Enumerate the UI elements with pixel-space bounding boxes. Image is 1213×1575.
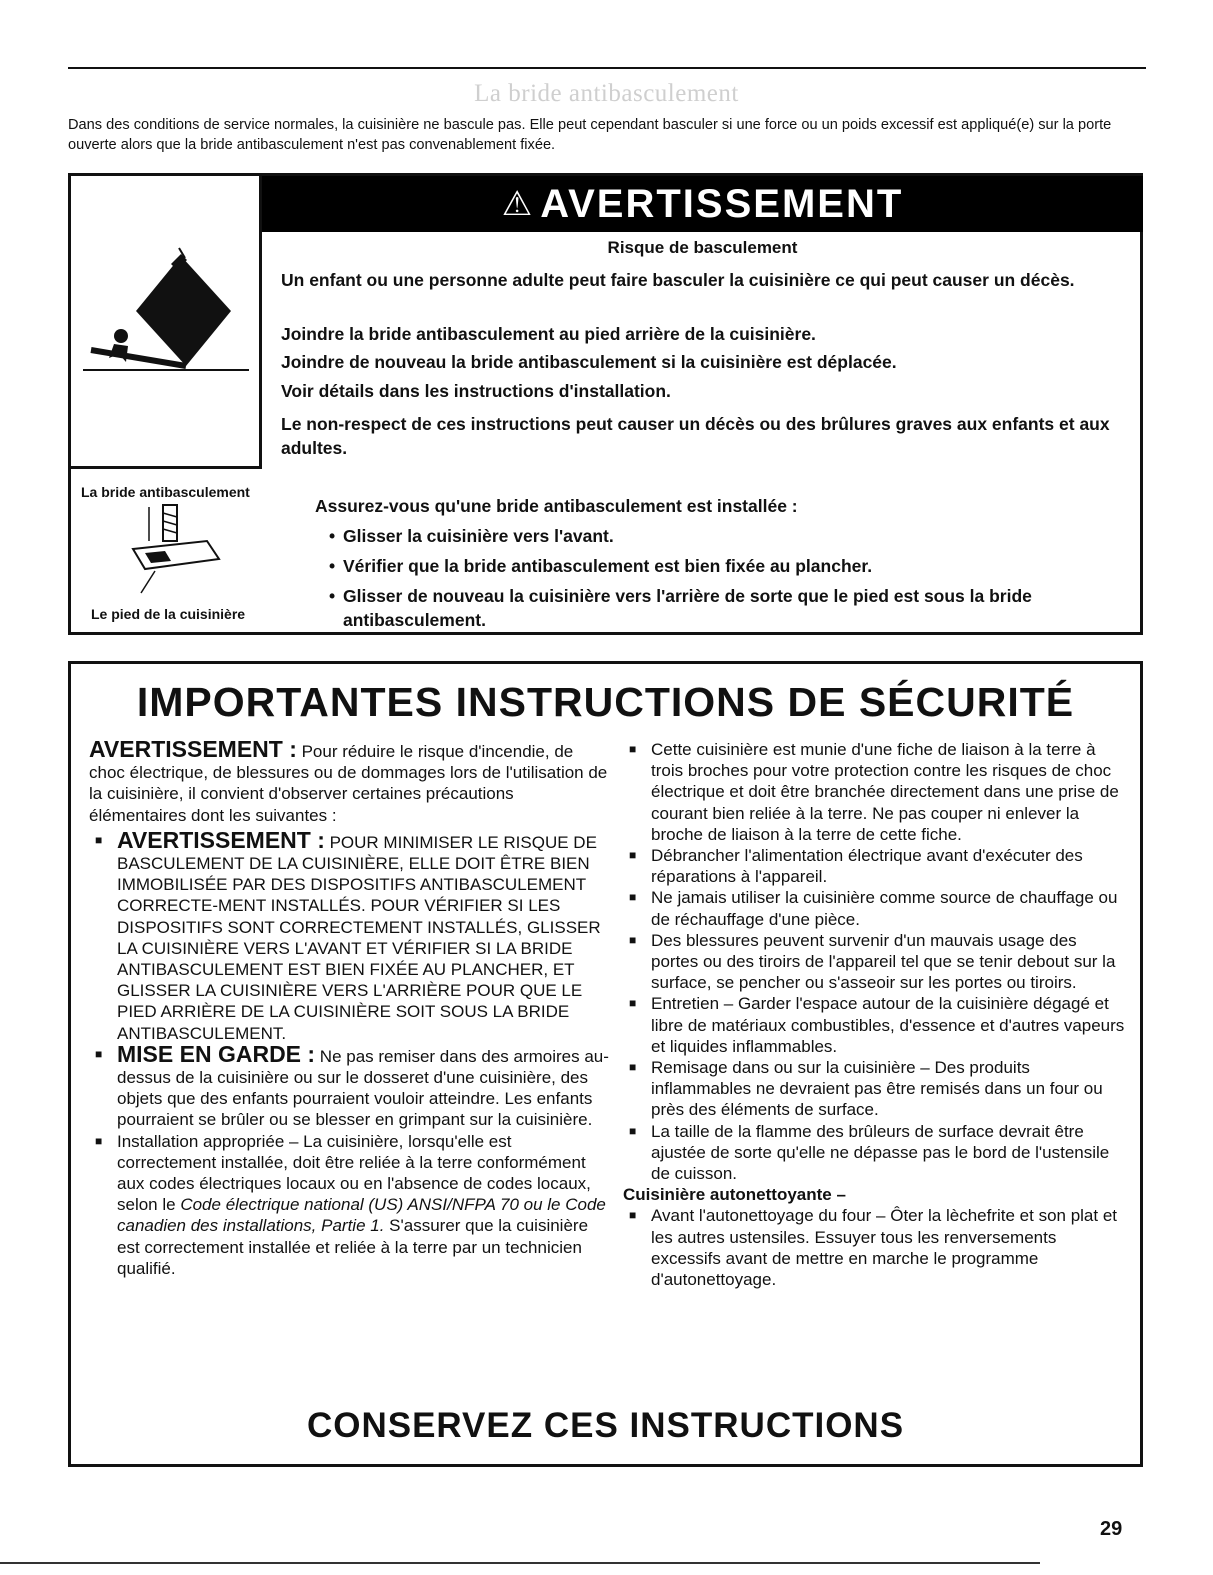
list-item: ■ Des blessures peuvent survenir d'un mauvais usage des portes ou des tiroirs de l'appareil tel que se tenir debout sur la surface, se pencher ou s'asseoir sur les portes ou tiroirs. (623, 930, 1128, 994)
bottom-rule (0, 1562, 1040, 1564)
bracket-illustration (111, 501, 231, 601)
tipping-range-illustration (81, 236, 251, 376)
list-item: • Glisser de nouveau la cuisinière vers l'arrière de sorte que le pied est sous la bride antibasculement. (329, 584, 1119, 632)
warning-line: Joindre la bride antibasculement au pied arrière de la cuisinière. (281, 324, 816, 344)
divider (71, 466, 262, 469)
list-item: ■ La taille de la flamme des brûleurs de surface devrait être ajustée de sorte qu'elle ne dépasse pas le bord de l'ustensile de cuisson. (623, 1121, 1128, 1185)
warning-line: Un enfant ou une personne adulte peut faire basculer la cuisinière ce qui peut causer un décès. (281, 270, 1075, 290)
intro-warning-head: AVERTISSEMENT : (89, 736, 297, 762)
bracket-label: La bride antibasculement (81, 484, 250, 500)
safety-title: IMPORTANTES INSTRUCTIONS DE SÉCURITÉ (136, 679, 1075, 725)
self-clean-heading: Cuisinière autonettoyante – (623, 1185, 846, 1205)
intro-warning-text: Pour réduire le risque d'incendie, de choc électrique, de blessures ou de dommages lors de l'utilisation de la cuisinière, il convient d'observer certaines précautions élémentaires dont les suivantes : (89, 742, 608, 825)
intro-paragraph: Dans des conditions de service normales, la cuisinière ne bascule pas. Elle peut cependant basculer si une force ou un poids excessif est appliqué(e) sur la porte ouverte alors que la bride antibasculement n'est pas convenablement fixée. (68, 117, 1112, 153)
ensure-list (329, 524, 1119, 638)
warning-banner-text: AVERTISSEMENT (540, 182, 904, 226)
conserve-heading: CONSERVEZ CES INSTRUCTIONS (306, 1406, 905, 1445)
list-item: ■ Débrancher l'alimentation électrique avant d'exécuter des réparations à l'appareil. (623, 845, 1128, 887)
bullet-text: Ne pas remiser dans des armoires au-dessus de la cuisinière ou sur le dosseret d'une cuisinière, des objets que des enfants pourraient vouloir atteindre. Les enfants pourraient se brûler ou se blesser en grimpant sur la cuisinière. (117, 1046, 609, 1130)
list-item: • Glisser la cuisinière vers l'avant. (329, 524, 1119, 548)
bullet-head: MISE EN GARDE : (117, 1040, 316, 1067)
divider (259, 176, 262, 466)
foot-label: Le pied de la cuisinière (91, 606, 246, 622)
right-column (623, 739, 1128, 1290)
list-item: ■ Cette cuisinière est munie d'une fiche de liaison à la terre à trois broches pour votre protection contre les risques de choc électrique et doit être branchée directement dans une prise de courant bien reliée à la terre. Ne pas couper ni enlever la broche de liaison à la terre de cette fiche. (623, 739, 1128, 845)
bullet-text: Installation appropriée – La cuisinière, lorsqu'elle est correctement installée, doit être reliée à la terre conformément aux codes électriques locaux ou en l'absence de codes locaux, selon le (117, 1131, 591, 1215)
bullet-italic-text: Code électrique national (US) ANSI/NFPA 70 ou le Code canadien des installations, Partie 1. (117, 1195, 606, 1236)
warning-line: Voir détails dans les instructions d'installation. (281, 381, 671, 401)
bullet-head: AVERTISSEMENT : (117, 826, 325, 853)
warning-triangle-icon: ⚠ (501, 185, 535, 223)
list-item (89, 826, 609, 1044)
left-column (89, 736, 609, 1279)
bullet-text: S'assurer que la cuisinière est correctement installée et reliée à la terre par un technicien qualifié. (117, 1216, 589, 1278)
warning-box (68, 173, 1143, 635)
top-rule (68, 67, 1146, 69)
list-item (89, 1131, 609, 1279)
warning-subtitle: Risque de basculement (607, 238, 798, 257)
list-item: ■ Avant l'autonettoyage du four – Ôter la lèchefrite et son plat et les autres ustensiles. Essuyer tous les renversements excessifs avant de mettre en marche le programme d'autonettoyage. (623, 1205, 1128, 1290)
warning-banner (262, 176, 1143, 232)
bullet-text: POUR MINIMISER LE RISQUE DE BASCULEMENT DE LA CUISINIÈRE, ELLE DOIT ÊTRE BIEN IMMOBILISÉE PAR DES DISPOSITIFS ANTIBASCULEMENT CORRECTE-MENT INSTALLÉS. POUR VÉRIFIER SI LES DISPOSITIFS SONT CORRECTEMENT INSTALLÉS, GLISSER LA CUISINIÈRE VERS L'AVANT ET VÉRIFIER SI LA BRIDE ANTIBASCULEMENT EST BIEN FIXÉE AU PLANCHER, ET GLISSER LA CUISINIÈRE VERS L'ARRIÈRE POUR QUE LE PIED ARRIÈRE DE LA CUISINIÈRE SOIT SOUS LA BRIDE ANTIBASCULEMENT. (117, 832, 601, 1043)
page-number: 29 (1100, 1518, 1123, 1540)
warning-line: Le non-respect de ces instructions peut causer un décès ou des brûlures graves aux enfants et aux adultes. (281, 414, 1110, 458)
safety-box (68, 661, 1143, 1467)
list-item: ■ Ne jamais utiliser la cuisinière comme source de chauffage ou de réchauffage d'une pièce. (623, 887, 1128, 929)
section-title: La bride antibasculement (474, 80, 739, 107)
list-item: ■ Entretien – Garder l'espace autour de la cuisinière dégagé et libre de matériaux combustibles, d'essence et d'autres vapeurs et liquides inflammables. (623, 993, 1128, 1057)
warning-line: Joindre de nouveau la bride antibasculement si la cuisinière est déplacée. (281, 352, 897, 372)
list-item (89, 1040, 609, 1131)
list-item: • Vérifier que la bride antibasculement est bien fixée au plancher. (329, 554, 1119, 578)
ensure-title: Assurez-vous qu'une bride antibasculement est installée : (315, 496, 798, 516)
list-item: ■ Remisage dans ou sur la cuisinière – Des produits inflammables ne devraient pas être remisés dans un four ou près des éléments de surface. (623, 1057, 1128, 1121)
